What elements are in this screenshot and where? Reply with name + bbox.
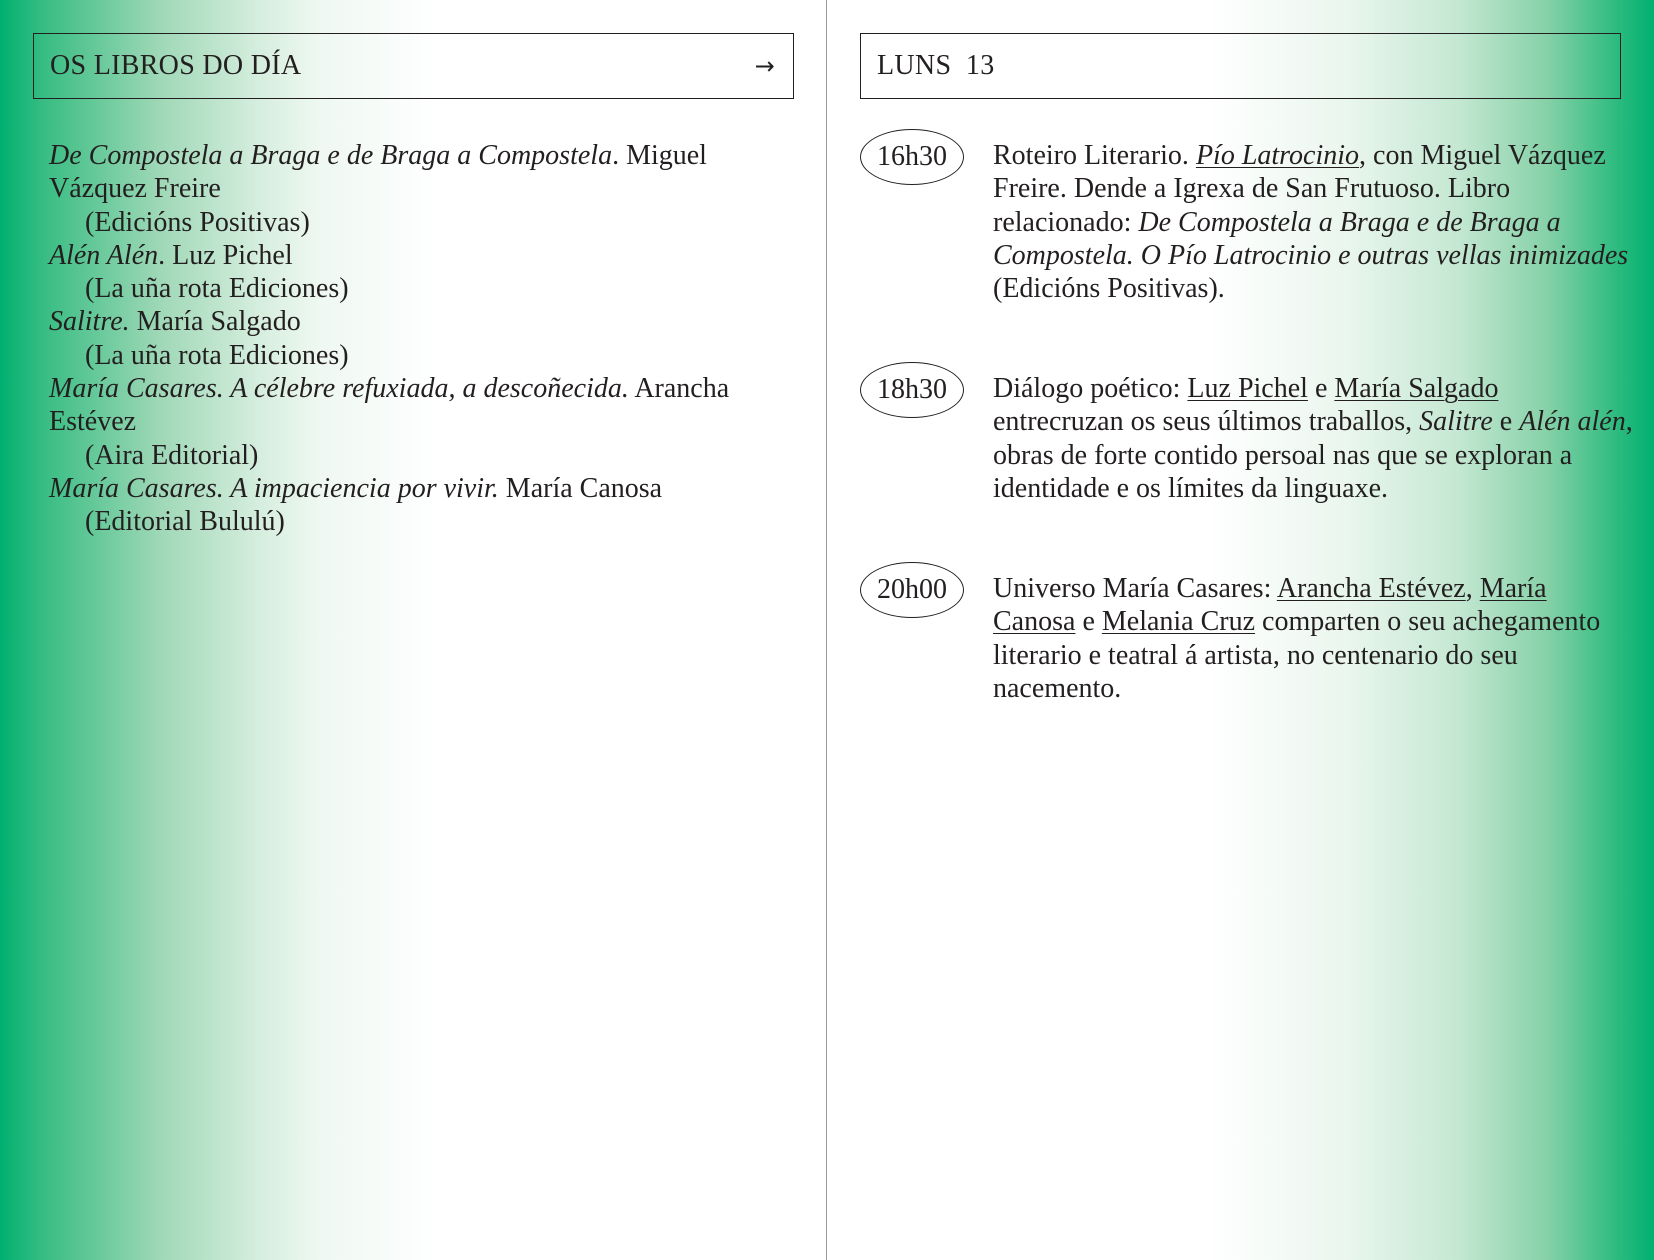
event-text: e	[1492, 406, 1520, 438]
book-publisher: (Edicións Positivas)	[85, 206, 310, 238]
event-text: , con Miguel Vázquez Freire. Dende a Igrexa de San Frutuoso. Libro relacionado:	[993, 140, 1606, 238]
book-publisher: (Aira Editorial)	[85, 439, 259, 471]
book-title: Salitre.	[49, 306, 130, 338]
book-title: De Compostela a Braga e de Braga a Compostela	[49, 140, 613, 171]
book-title: María Casares. A célebre refuxiada, a descoñecida.	[49, 373, 629, 405]
event-time-badge: 18h30	[860, 362, 964, 418]
book-publisher: (Editorial Bululú)	[85, 506, 285, 538]
book-separator: .	[612, 140, 627, 171]
book-item	[49, 139, 789, 239]
book-publisher: (La uña rota Ediciones)	[85, 339, 349, 371]
day-header	[860, 33, 1621, 99]
book-item	[49, 305, 789, 372]
event-text: Diálogo poético:	[993, 373, 1188, 404]
book-separator: .	[158, 239, 173, 271]
book-publisher: (La uña rota Ediciones)	[85, 273, 349, 305]
event-description	[993, 562, 1633, 705]
book-separator	[499, 473, 506, 504]
event-time-badge: 20h00	[860, 562, 964, 618]
event-description	[993, 362, 1633, 505]
book-author: María Salgado	[136, 306, 301, 338]
event-link[interactable]: María Canosa	[993, 573, 1547, 638]
event-text: e	[1307, 373, 1335, 404]
event-link[interactable]: Arancha Estévez	[1276, 573, 1466, 604]
event-text: comparten o seu achegamento literario e teatral á artista, no centenario do seu nacemento.	[993, 606, 1601, 704]
page-spine-divider	[826, 0, 827, 1260]
book-item	[49, 239, 789, 306]
event-text: , obras de forte contido persoal nas que se exploran a identidade e os límites da linguaxe.	[993, 406, 1633, 504]
book-author: María Canosa	[505, 472, 663, 504]
event-text: ,	[1465, 573, 1480, 604]
book-author: Arancha Estévez	[49, 373, 730, 438]
event-link[interactable]: Pío Latrocinio	[1195, 140, 1360, 171]
event-book-title: Salitre	[1419, 406, 1493, 438]
event-link[interactable]: Luz Pichel	[1187, 373, 1308, 404]
event-text: e	[1075, 606, 1102, 638]
day-title: LUNS 13	[877, 50, 995, 81]
event-description	[993, 129, 1633, 305]
event-text: (Edicións Positivas).	[993, 273, 1225, 305]
books-header-title: OS LIBROS DO DÍA	[50, 50, 302, 81]
book-title: María Casares. A impaciencia por vivir.	[49, 472, 499, 504]
event-link[interactable]: María Salgado	[1334, 373, 1499, 404]
book-item	[49, 472, 789, 539]
event-book-title: De Compostela a Braga e de Braga a Compostela. O Pío Latrocinio e outras vellas inimizades	[993, 206, 1629, 271]
event-text: entrecruzan os seus últimos traballos,	[993, 406, 1420, 438]
book-list	[49, 139, 789, 539]
book-item	[49, 372, 789, 472]
arrow-right-icon: →	[754, 52, 775, 80]
event-link[interactable]: Melania Cruz	[1101, 606, 1256, 638]
event-text: Universo María Casares:	[993, 573, 1277, 604]
book-author: Miguel Vázquez Freire	[49, 140, 707, 205]
book-title: Alén Alén	[49, 239, 159, 271]
books-of-the-day-header	[33, 33, 794, 99]
book-separator	[130, 306, 137, 337]
event-text: Roteiro Literario.	[993, 140, 1196, 171]
event-book-title: Alén alén	[1519, 406, 1626, 438]
event-time-badge: 16h30	[860, 129, 964, 185]
book-author: Luz Pichel	[172, 239, 293, 271]
